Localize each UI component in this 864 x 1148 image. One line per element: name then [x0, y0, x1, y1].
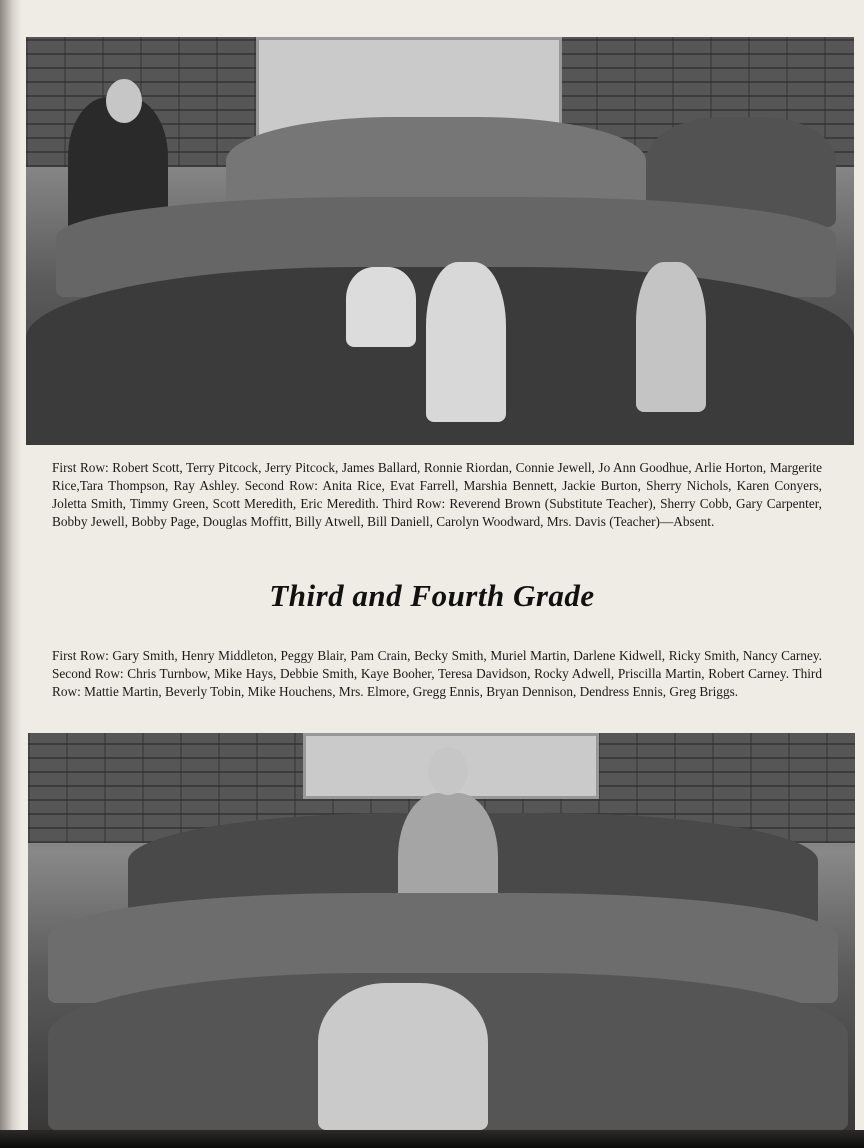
children-light-dresses — [318, 983, 488, 1130]
teacher-head — [428, 747, 468, 795]
class-photo-bottom — [28, 733, 855, 1130]
child-white-shirt — [346, 267, 416, 347]
page-bottom-edge — [0, 1130, 864, 1148]
caption-top-photo: First Row: Robert Scott, Terry Pitcock, Jerry Pitcock, James Ballard, Ronnie Riordan, Connie Jewell, Jo Ann Goodhue, Arlie Horton, Margerite Rice,Tara Thompson, Ray Ashley. Second Row: Anita Rice, Evat Farrell, Marshia Bennett, Jackie Burton, Sherry Nichols, Karen Conyers, Joletta Smith, Timmy Green, Scott Meredith, Eric Meredith. Third Row: Reverend Brown (Substitute Teacher), Sherry Cobb, Gary Carpenter, Bobby Jewell, Bobby Page, Douglas Moffitt, Billy Atwell, Bill Daniell, Carolyn Woodward, Mrs. Davis (Teacher)—Absent. — [52, 460, 822, 529]
child-white-dress — [426, 262, 506, 422]
page-binding-edge — [0, 0, 22, 1148]
caption-bottom-photo: First Row: Gary Smith, Henry Middleton, Peggy Blair, Pam Crain, Becky Smith, Muriel Martin, Darlene Kidwell, Ricky Smith, Nancy Carney. Second Row: Chris Turnbow, Mike Hays, Debbie Smith, Kaye Booher, Teresa Davidson, Rocky Adwell, Priscilla Martin, Robert Carney. Third Row: Mattie Martin, Beverly Tobin, Mike Houchens, Mrs. Elmore, Gregg Ennis, Bryan Dennison, Dendress Ennis, Greg Briggs. — [52, 648, 822, 699]
section-heading: Third and Fourth Grade — [269, 578, 595, 613]
class-photo-top — [26, 37, 854, 445]
person-head — [106, 79, 142, 123]
child-light-dress — [636, 262, 706, 412]
